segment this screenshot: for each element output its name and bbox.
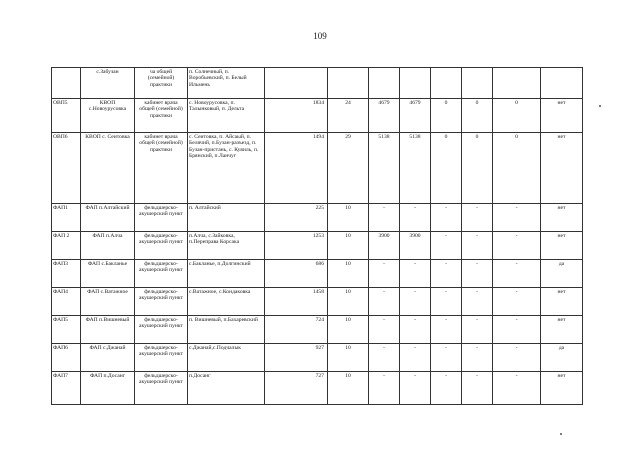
cell-c4: 0 — [462, 133, 493, 204]
cell-type: фельдшерско-акушерский пункт — [135, 344, 188, 372]
table-row — [52, 99, 583, 133]
cell-c4: - — [462, 344, 493, 372]
cell-c5: - — [493, 232, 541, 260]
cell-c4 — [462, 68, 493, 99]
cell-c2 — [400, 68, 431, 99]
table-row — [52, 68, 583, 99]
cell-c5: - — [493, 204, 541, 232]
cell-code: ФАП3 — [52, 260, 81, 288]
cell-type: фельдшерско-акушерский пункт — [135, 288, 188, 316]
table-row — [52, 232, 583, 260]
cell-code: ФАП6 — [52, 344, 81, 372]
cell-flag: нет — [541, 288, 583, 316]
page-number: 109 — [313, 31, 327, 41]
cell-c2: - — [400, 372, 431, 405]
cell-staff: 29 — [328, 133, 369, 204]
cell-c4: - — [462, 288, 493, 316]
cell-population: 727 — [265, 372, 328, 405]
cell-c5: - — [493, 288, 541, 316]
cell-settlements: п. Солнечный, п. Воробьевский, п. Белый Ильмень — [188, 68, 265, 99]
cell-c5: - — [493, 316, 541, 344]
cell-c5 — [493, 68, 541, 99]
cell-name: КВОП с.Новоурусовка — [81, 99, 135, 133]
table-row — [52, 260, 583, 288]
cell-staff — [328, 68, 369, 99]
table-row — [52, 316, 583, 344]
cell-c3: - — [431, 372, 462, 405]
cell-code: ФАП1 — [52, 204, 81, 232]
cell-c1: - — [369, 204, 400, 232]
cell-c1: - — [369, 288, 400, 316]
cell-population: 225 — [265, 204, 328, 232]
cell-c3: 0 — [431, 99, 462, 133]
cell-staff: 10 — [328, 232, 369, 260]
cell-c4: - — [462, 204, 493, 232]
cell-c3: - — [431, 260, 462, 288]
cell-staff: 10 — [328, 344, 369, 372]
cell-type: кабинет врача общей (семейной) практики — [135, 99, 188, 133]
cell-settlements: п.Досанг — [188, 372, 265, 405]
cell-c5: 0 — [493, 133, 541, 204]
cell-type: фельдшерско-акушерский пункт — [135, 204, 188, 232]
cell-c3: 0 — [431, 133, 462, 204]
cell-c3: - — [431, 344, 462, 372]
cell-type: ча общей (семейной) практики — [135, 68, 188, 99]
cell-code: ФАП5 — [52, 316, 81, 344]
table-row — [52, 204, 583, 232]
cell-flag — [541, 68, 583, 99]
cell-c2: - — [400, 288, 431, 316]
cell-c3: - — [431, 288, 462, 316]
cell-c3: - — [431, 232, 462, 260]
cell-c2: 3900 — [400, 232, 431, 260]
cell-c3: - — [431, 316, 462, 344]
cell-flag: нет — [541, 133, 583, 204]
cell-c1: - — [369, 316, 400, 344]
cell-type: фельдшерско-акушерский пункт — [135, 372, 188, 405]
cell-name: ФАП п.Вишневый — [81, 316, 135, 344]
cell-settlements: с.Ватажное, с.Кондаковка — [188, 288, 265, 316]
cell-code: ФАП4 — [52, 288, 81, 316]
cell-c5: 0 — [493, 99, 541, 133]
cell-staff: 10 — [328, 288, 369, 316]
cell-flag: да — [541, 344, 583, 372]
cell-population: 1494 — [265, 133, 328, 204]
table-row — [52, 344, 583, 372]
cell-population: 686 — [265, 260, 328, 288]
cell-c1: 5138 — [369, 133, 400, 204]
cell-settlements: п. Вишневый, п.Бахаревский — [188, 316, 265, 344]
cell-flag: нет — [541, 99, 583, 133]
cell-settlements: с. Новоурусовка, п. Талынковый, п. Дельта — [188, 99, 265, 133]
cell-settlements: с.Джанай,с.Подчалык — [188, 344, 265, 372]
table-row — [52, 133, 583, 204]
cell-name: с.Забузан — [81, 68, 135, 99]
cell-settlements: с.Бакланье, п.Долгинский — [188, 260, 265, 288]
cell-population: 1458 — [265, 288, 328, 316]
cell-staff: 10 — [328, 372, 369, 405]
cell-flag: нет — [541, 204, 583, 232]
cell-c2: 5138 — [400, 133, 431, 204]
cell-c3: - — [431, 204, 462, 232]
cell-c1: 4679 — [369, 99, 400, 133]
cell-staff: 10 — [328, 316, 369, 344]
cell-type: кабинет врача общей (семейной) практики — [135, 133, 188, 204]
cell-name: КВОП с. Сеитовка — [81, 133, 135, 204]
cell-population: 927 — [265, 344, 328, 372]
table-body — [52, 68, 583, 405]
cell-name: ФАП с.Ватажное — [81, 288, 135, 316]
cell-c2: - — [400, 260, 431, 288]
cell-type: фельдшерско-акушерский пункт — [135, 232, 188, 260]
cell-settlements: п. Алтайский — [188, 204, 265, 232]
cell-type: фельдшерско-акушерский пункт — [135, 260, 188, 288]
facilities-table — [51, 67, 583, 405]
cell-name: ФАП п.Алча — [81, 232, 135, 260]
cell-code: ФАП 2 — [52, 232, 81, 260]
cell-code: ОВП6 — [52, 133, 81, 204]
cell-c4: - — [462, 232, 493, 260]
cell-flag: нет — [541, 232, 583, 260]
cell-c5: - — [493, 344, 541, 372]
cell-c3 — [431, 68, 462, 99]
cell-name: ФАП с.Бакланье — [81, 260, 135, 288]
cell-c5: - — [493, 372, 541, 405]
cell-c2: - — [400, 316, 431, 344]
cell-name: ФАП п.Алтайский — [81, 204, 135, 232]
scan-speck — [599, 105, 601, 107]
cell-c2: - — [400, 204, 431, 232]
scan-speck — [560, 433, 562, 435]
cell-population: 724 — [265, 316, 328, 344]
cell-c2: - — [400, 344, 431, 372]
cell-population: 1834 — [265, 99, 328, 133]
cell-name: ФАП п.Досанг — [81, 372, 135, 405]
cell-population — [265, 68, 328, 99]
cell-c1: - — [369, 260, 400, 288]
cell-code: ОВП5 — [52, 99, 81, 133]
cell-staff: 10 — [328, 204, 369, 232]
cell-settlements: п.Алча, с.Зайковка, п.Переправа Корсака — [188, 232, 265, 260]
cell-c1 — [369, 68, 400, 99]
cell-c4: - — [462, 372, 493, 405]
cell-staff: 24 — [328, 99, 369, 133]
table-row — [52, 372, 583, 405]
cell-population: 1253 — [265, 232, 328, 260]
table-row — [52, 288, 583, 316]
cell-type: фельдшерско-акушерский пункт — [135, 316, 188, 344]
cell-c2: 4679 — [400, 99, 431, 133]
cell-code — [52, 68, 81, 99]
cell-settlements: с. Сеитовка, п. Айсаый, п. Белячий, п.Бузан-разъезд, п. Бузан-пристань, с. Куяиль, п. Брянский, п.Ланчуг — [188, 133, 265, 204]
cell-name: ФАП с.Джанай — [81, 344, 135, 372]
cell-c4: 0 — [462, 99, 493, 133]
cell-c4: - — [462, 260, 493, 288]
cell-c1: - — [369, 344, 400, 372]
cell-flag: нет — [541, 372, 583, 405]
cell-flag: да — [541, 260, 583, 288]
cell-flag: нет — [541, 316, 583, 344]
cell-c1: - — [369, 372, 400, 405]
cell-staff: 10 — [328, 260, 369, 288]
cell-c5: - — [493, 260, 541, 288]
cell-c4: - — [462, 316, 493, 344]
cell-c1: 3900 — [369, 232, 400, 260]
cell-code: ФАП7 — [52, 372, 81, 405]
